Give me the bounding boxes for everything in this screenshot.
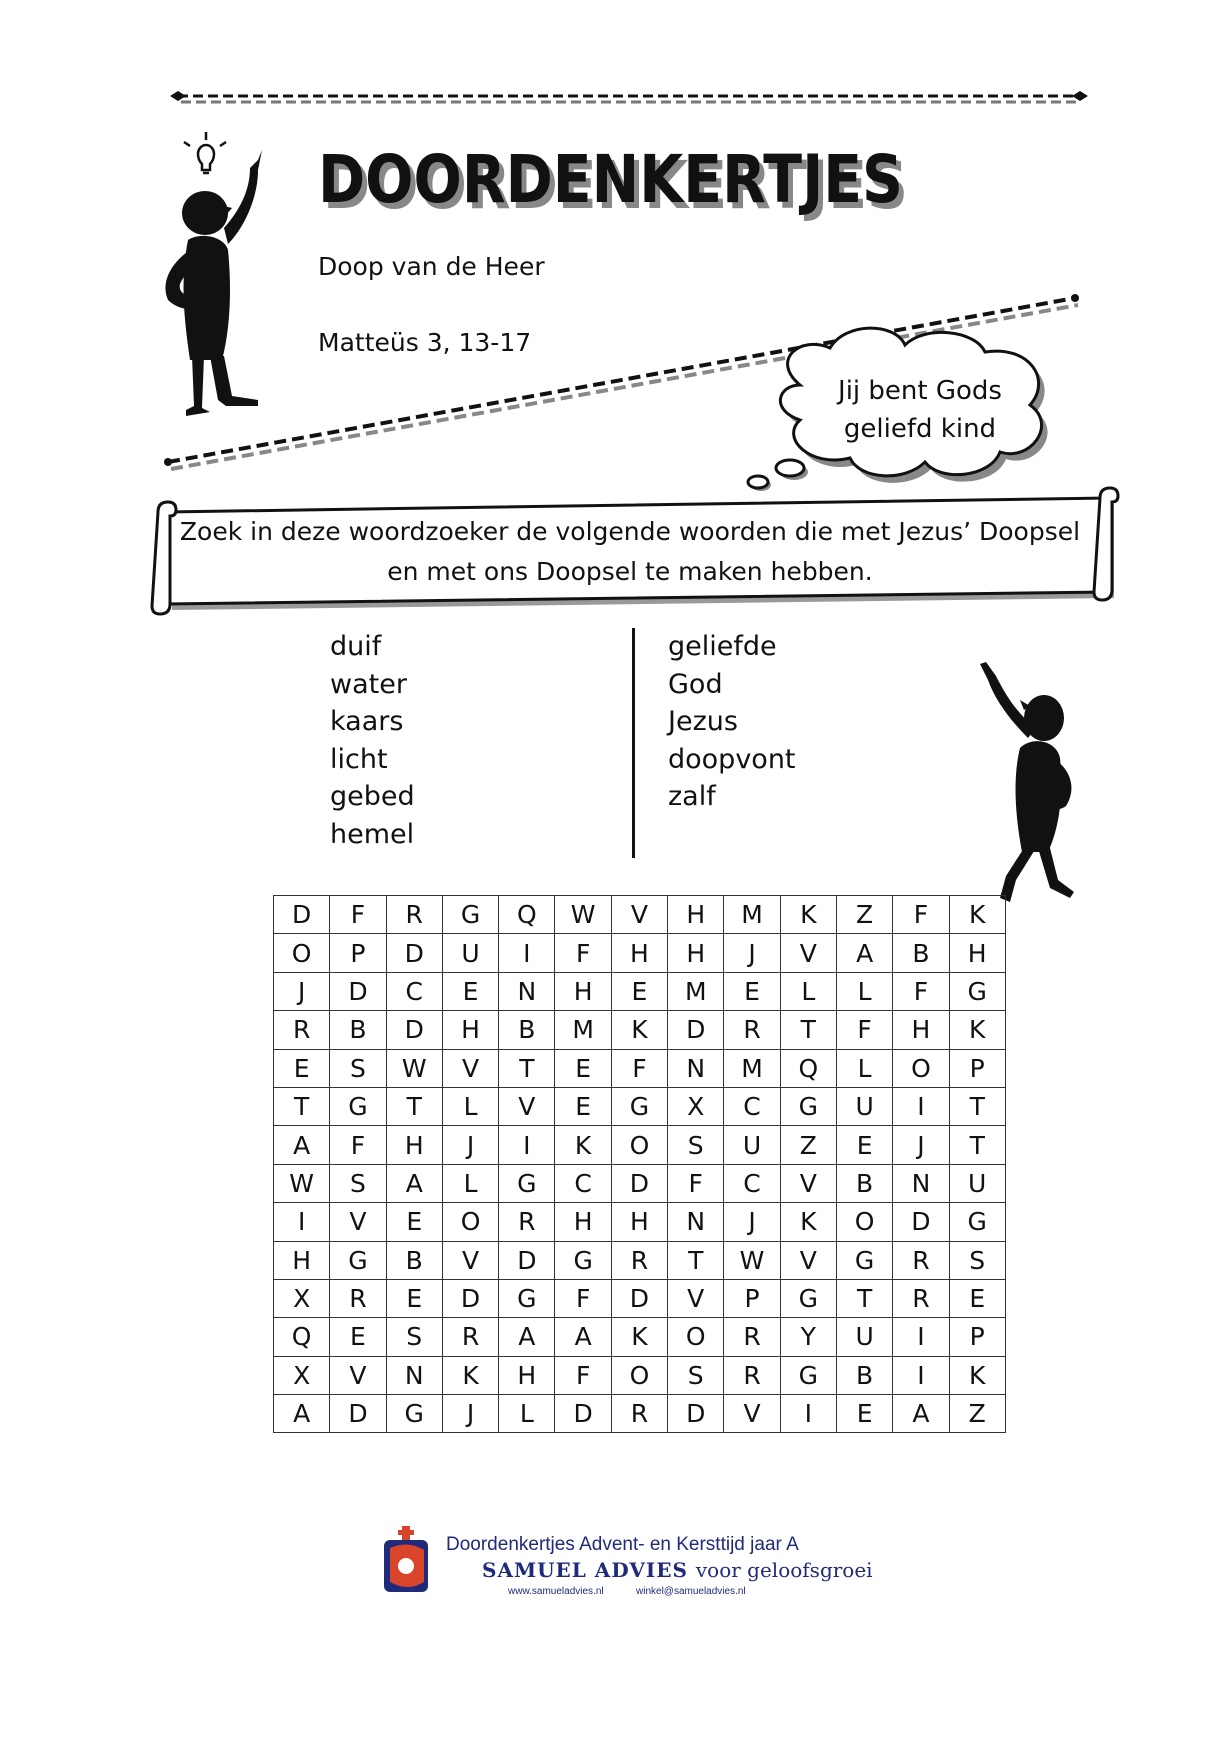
grid-cell[interactable]: Q: [499, 896, 555, 934]
samuel-advies-logo: [384, 1526, 428, 1592]
grid-cell[interactable]: T: [499, 1049, 555, 1087]
grid-row: [274, 972, 1006, 1010]
grid-row: [274, 1356, 1006, 1394]
footer-brand-name: SAMUEL ADVIES: [482, 1558, 688, 1582]
grid-cell[interactable]: G: [949, 1203, 1005, 1241]
grid-cell[interactable]: K: [949, 1011, 1005, 1049]
grid-cell[interactable]: A: [274, 1126, 330, 1164]
speech-bubble-text: [800, 372, 1040, 448]
footer-email-link[interactable]: winkel@samueladvies.nl: [636, 1586, 746, 1597]
grid-cell[interactable]: B: [836, 1356, 892, 1394]
grid-cell[interactable]: V: [780, 1241, 836, 1279]
grid-cell[interactable]: W: [724, 1241, 780, 1279]
grid-cell[interactable]: E: [555, 1087, 611, 1125]
grid-cell[interactable]: C: [555, 1164, 611, 1202]
grid-cell[interactable]: D: [499, 1241, 555, 1279]
grid-cell[interactable]: U: [836, 1318, 892, 1356]
grid-cell[interactable]: K: [442, 1356, 498, 1394]
grid-cell[interactable]: D: [555, 1395, 611, 1433]
grid-cell[interactable]: R: [724, 1356, 780, 1394]
instruction-text: [170, 512, 1090, 592]
grid-cell[interactable]: Q: [274, 1318, 330, 1356]
grid-cell[interactable]: G: [949, 972, 1005, 1010]
grid-cell[interactable]: L: [499, 1395, 555, 1433]
grid-cell[interactable]: T: [949, 1087, 1005, 1125]
grid-cell[interactable]: O: [611, 1356, 667, 1394]
grid-cell[interactable]: O: [611, 1126, 667, 1164]
grid-cell[interactable]: H: [442, 1011, 498, 1049]
word-list-left: [330, 628, 415, 853]
grid-cell[interactable]: R: [724, 1318, 780, 1356]
grid-cell[interactable]: O: [836, 1203, 892, 1241]
footer-website-link[interactable]: www.samueladvies.nl: [508, 1586, 604, 1597]
grid-cell[interactable]: A: [893, 1395, 949, 1433]
grid-cell[interactable]: H: [555, 972, 611, 1010]
grid-cell[interactable]: V: [780, 934, 836, 972]
grid-cell[interactable]: F: [668, 1164, 724, 1202]
grid-cell[interactable]: J: [724, 934, 780, 972]
grid-cell[interactable]: I: [893, 1356, 949, 1394]
grid-cell[interactable]: G: [555, 1241, 611, 1279]
grid-cell[interactable]: D: [668, 1011, 724, 1049]
grid-cell[interactable]: N: [386, 1356, 442, 1394]
grid-cell[interactable]: D: [330, 972, 386, 1010]
grid-cell[interactable]: Z: [949, 1395, 1005, 1433]
grid-cell[interactable]: V: [611, 896, 667, 934]
grid-row: [274, 1087, 1006, 1125]
word-item: Jezus: [668, 706, 738, 737]
grid-cell[interactable]: T: [780, 1011, 836, 1049]
grid-cell[interactable]: G: [499, 1164, 555, 1202]
grid-cell[interactable]: B: [330, 1011, 386, 1049]
grid-cell[interactable]: D: [668, 1395, 724, 1433]
grid-cell[interactable]: O: [668, 1318, 724, 1356]
word-item: God: [668, 668, 723, 700]
thinking-figure-illustration: [165, 132, 262, 416]
grid-cell[interactable]: A: [386, 1164, 442, 1202]
grid-cell[interactable]: U: [949, 1164, 1005, 1202]
grid-cell[interactable]: X: [668, 1087, 724, 1125]
grid-cell[interactable]: G: [780, 1279, 836, 1317]
grid-cell[interactable]: O: [274, 934, 330, 972]
lightbulb-icon: [184, 132, 226, 173]
grid-cell[interactable]: D: [893, 1203, 949, 1241]
grid-cell[interactable]: D: [442, 1279, 498, 1317]
grid-cell[interactable]: R: [499, 1203, 555, 1241]
grid-cell[interactable]: G: [499, 1279, 555, 1317]
grid-cell[interactable]: M: [668, 972, 724, 1010]
grid-cell[interactable]: H: [555, 1203, 611, 1241]
grid-cell[interactable]: V: [724, 1395, 780, 1433]
grid-cell[interactable]: C: [724, 1164, 780, 1202]
grid-cell[interactable]: V: [668, 1279, 724, 1317]
grid-cell[interactable]: T: [949, 1126, 1005, 1164]
grid-row: [274, 1279, 1006, 1317]
grid-cell[interactable]: E: [724, 972, 780, 1010]
page-subtitle: Doop van de Heer: [318, 252, 545, 281]
grid-cell[interactable]: G: [780, 1356, 836, 1394]
grid-cell[interactable]: W: [274, 1164, 330, 1202]
word-item: doopvont: [668, 743, 796, 775]
grid-cell[interactable]: H: [386, 1126, 442, 1164]
grid-cell[interactable]: C: [724, 1087, 780, 1125]
grid-cell[interactable]: B: [893, 934, 949, 972]
grid-cell[interactable]: S: [330, 1049, 386, 1087]
grid-cell[interactable]: I: [499, 1126, 555, 1164]
grid-row: [274, 896, 1006, 934]
grid-cell[interactable]: U: [442, 934, 498, 972]
grid-cell[interactable]: V: [442, 1241, 498, 1279]
grid-cell[interactable]: O: [893, 1049, 949, 1087]
top-dashed-divider: [170, 91, 1088, 102]
grid-cell[interactable]: P: [949, 1318, 1005, 1356]
grid-cell[interactable]: M: [555, 1011, 611, 1049]
grid-row: [274, 1395, 1006, 1433]
grid-cell[interactable]: F: [555, 1356, 611, 1394]
grid-row: [274, 1011, 1006, 1049]
word-item: water: [330, 668, 407, 700]
grid-cell[interactable]: I: [274, 1203, 330, 1241]
grid-cell[interactable]: P: [724, 1279, 780, 1317]
grid-cell[interactable]: R: [386, 896, 442, 934]
grid-cell[interactable]: K: [780, 896, 836, 934]
grid-cell[interactable]: I: [893, 1087, 949, 1125]
grid-row: [274, 1164, 1006, 1202]
grid-cell[interactable]: L: [836, 972, 892, 1010]
grid-cell[interactable]: Q: [780, 1049, 836, 1087]
grid-cell[interactable]: G: [330, 1087, 386, 1125]
word-list-divider: [632, 628, 635, 858]
grid-cell[interactable]: S: [386, 1318, 442, 1356]
grid-cell[interactable]: H: [499, 1356, 555, 1394]
grid-cell[interactable]: G: [330, 1241, 386, 1279]
word-item: gebed: [330, 781, 415, 812]
grid-cell[interactable]: R: [893, 1241, 949, 1279]
grid-cell[interactable]: H: [949, 934, 1005, 972]
grid-cell[interactable]: L: [780, 972, 836, 1010]
word-item: kaars: [330, 706, 404, 737]
grid-cell[interactable]: X: [274, 1279, 330, 1317]
grid-cell[interactable]: A: [499, 1318, 555, 1356]
grid-cell[interactable]: Z: [836, 896, 892, 934]
grid-cell[interactable]: B: [499, 1011, 555, 1049]
grid-row: [274, 1049, 1006, 1087]
grid-cell[interactable]: G: [386, 1395, 442, 1433]
word-list-right: [668, 628, 796, 816]
grid-cell[interactable]: K: [949, 896, 1005, 934]
svg-text:DOORDENKERTJES: DOORDENKERTJES: [323, 147, 908, 224]
footer-tagline: voor geloofsgroei: [695, 1558, 873, 1582]
grid-cell[interactable]: K: [780, 1203, 836, 1241]
grid-cell[interactable]: K: [611, 1011, 667, 1049]
grid-cell[interactable]: D: [274, 896, 330, 934]
footer-series-title: Doordenkertjes Advent- en Kersttijd jaar A: [446, 1534, 799, 1555]
grid-cell[interactable]: N: [668, 1049, 724, 1087]
grid-cell[interactable]: T: [836, 1279, 892, 1317]
bible-reference: Matteüs 3, 13-17: [318, 328, 532, 357]
grid-cell[interactable]: Z: [780, 1126, 836, 1164]
grid-cell[interactable]: N: [499, 972, 555, 1010]
word-item: duif: [330, 631, 382, 662]
grid-cell[interactable]: R: [611, 1241, 667, 1279]
grid-cell[interactable]: I: [780, 1395, 836, 1433]
grid-cell[interactable]: A: [555, 1318, 611, 1356]
grid-cell[interactable]: E: [442, 972, 498, 1010]
footer-brand: [482, 1558, 873, 1582]
grid-cell[interactable]: F: [836, 1011, 892, 1049]
grid-cell[interactable]: F: [893, 972, 949, 1010]
grid-cell[interactable]: V: [780, 1164, 836, 1202]
pointing-figure-illustration: [980, 662, 1074, 902]
grid-cell[interactable]: F: [330, 1126, 386, 1164]
grid-cell[interactable]: N: [893, 1164, 949, 1202]
grid-cell[interactable]: J: [442, 1395, 498, 1433]
grid-cell[interactable]: R: [330, 1279, 386, 1317]
grid-cell[interactable]: F: [611, 1049, 667, 1087]
grid-cell[interactable]: P: [330, 934, 386, 972]
grid-cell[interactable]: H: [611, 934, 667, 972]
grid-cell[interactable]: G: [780, 1087, 836, 1125]
grid-cell[interactable]: I: [893, 1318, 949, 1356]
grid-cell[interactable]: D: [386, 934, 442, 972]
grid-cell[interactable]: S: [949, 1241, 1005, 1279]
word-item: hemel: [330, 818, 415, 850]
grid-cell[interactable]: V: [442, 1049, 498, 1087]
grid-cell[interactable]: D: [611, 1164, 667, 1202]
grid-cell[interactable]: K: [949, 1356, 1005, 1394]
page-title: DOORDENKERTJES: [318, 141, 903, 218]
instruction-line: Zoek in deze woordzoeker de volgende woorden die met Jezus’ Doopsel: [179, 517, 1081, 546]
grid-cell[interactable]: K: [611, 1318, 667, 1356]
grid-cell[interactable]: R: [611, 1395, 667, 1433]
word-item: zalf: [668, 781, 716, 812]
grid-cell[interactable]: O: [442, 1203, 498, 1241]
grid-cell[interactable]: F: [893, 896, 949, 934]
grid-cell[interactable]: J: [893, 1126, 949, 1164]
grid-cell[interactable]: E: [836, 1126, 892, 1164]
grid-cell[interactable]: N: [668, 1203, 724, 1241]
word-search-grid: [273, 895, 1006, 1433]
grid-cell[interactable]: R: [442, 1318, 498, 1356]
grid-cell[interactable]: A: [836, 934, 892, 972]
grid-cell[interactable]: V: [330, 1356, 386, 1394]
grid-cell[interactable]: B: [836, 1164, 892, 1202]
grid-cell[interactable]: H: [893, 1011, 949, 1049]
grid-cell[interactable]: Y: [780, 1318, 836, 1356]
grid-row: [274, 1318, 1006, 1356]
grid-cell[interactable]: J: [274, 972, 330, 1010]
grid-cell[interactable]: U: [724, 1126, 780, 1164]
grid-cell[interactable]: E: [386, 1279, 442, 1317]
word-item: licht: [330, 743, 388, 775]
grid-cell[interactable]: V: [330, 1203, 386, 1241]
grid-cell[interactable]: H: [668, 934, 724, 972]
grid-cell[interactable]: E: [330, 1318, 386, 1356]
grid-cell[interactable]: B: [386, 1241, 442, 1279]
grid-cell[interactable]: L: [836, 1049, 892, 1087]
grid-cell[interactable]: L: [442, 1164, 498, 1202]
grid-cell[interactable]: H: [274, 1241, 330, 1279]
page-title-lettering: [310, 120, 910, 230]
grid-cell[interactable]: R: [724, 1011, 780, 1049]
grid-cell[interactable]: P: [949, 1049, 1005, 1087]
grid-cell[interactable]: H: [611, 1203, 667, 1241]
grid-cell[interactable]: D: [330, 1395, 386, 1433]
grid-cell[interactable]: C: [386, 972, 442, 1010]
grid-cell[interactable]: E: [555, 1049, 611, 1087]
grid-cell[interactable]: R: [274, 1011, 330, 1049]
grid-cell[interactable]: E: [386, 1203, 442, 1241]
instruction-line: en met ons Doopsel te maken hebben.: [387, 557, 873, 586]
grid-cell[interactable]: S: [668, 1126, 724, 1164]
grid-cell[interactable]: X: [274, 1356, 330, 1394]
grid-cell[interactable]: F: [330, 896, 386, 934]
grid-cell[interactable]: T: [668, 1241, 724, 1279]
grid-cell[interactable]: D: [611, 1279, 667, 1317]
grid-cell[interactable]: E: [611, 972, 667, 1010]
speech-bubble-line: geliefd kind: [843, 414, 997, 444]
grid-cell[interactable]: L: [442, 1087, 498, 1125]
grid-cell[interactable]: K: [555, 1126, 611, 1164]
grid-cell[interactable]: G: [442, 896, 498, 934]
grid-row: [274, 934, 1006, 972]
grid-cell[interactable]: F: [555, 1279, 611, 1317]
grid-cell[interactable]: R: [893, 1279, 949, 1317]
grid-cell[interactable]: U: [836, 1087, 892, 1125]
word-item: geliefde: [668, 631, 777, 662]
grid-cell[interactable]: T: [386, 1087, 442, 1125]
grid-cell[interactable]: S: [330, 1164, 386, 1202]
grid-cell[interactable]: J: [442, 1126, 498, 1164]
grid-cell[interactable]: M: [724, 1049, 780, 1087]
speech-bubble-line: Jij bent Gods: [838, 376, 1002, 406]
grid-cell[interactable]: V: [499, 1087, 555, 1125]
grid-row: [274, 1203, 1006, 1241]
grid-cell[interactable]: E: [274, 1049, 330, 1087]
grid-cell[interactable]: M: [724, 896, 780, 934]
grid-cell[interactable]: I: [499, 934, 555, 972]
grid-cell[interactable]: D: [386, 1011, 442, 1049]
grid-cell[interactable]: F: [555, 934, 611, 972]
grid-row: [274, 1241, 1006, 1279]
grid-cell[interactable]: J: [724, 1203, 780, 1241]
grid-cell[interactable]: S: [668, 1356, 724, 1394]
grid-cell[interactable]: E: [949, 1279, 1005, 1317]
grid-cell[interactable]: G: [836, 1241, 892, 1279]
grid-cell[interactable]: T: [274, 1087, 330, 1125]
grid-cell[interactable]: W: [386, 1049, 442, 1087]
grid-cell[interactable]: W: [555, 896, 611, 934]
grid-cell[interactable]: E: [836, 1395, 892, 1433]
grid-cell[interactable]: G: [611, 1087, 667, 1125]
grid-cell[interactable]: H: [668, 896, 724, 934]
grid-cell[interactable]: A: [274, 1395, 330, 1433]
grid-row: [274, 1126, 1006, 1164]
